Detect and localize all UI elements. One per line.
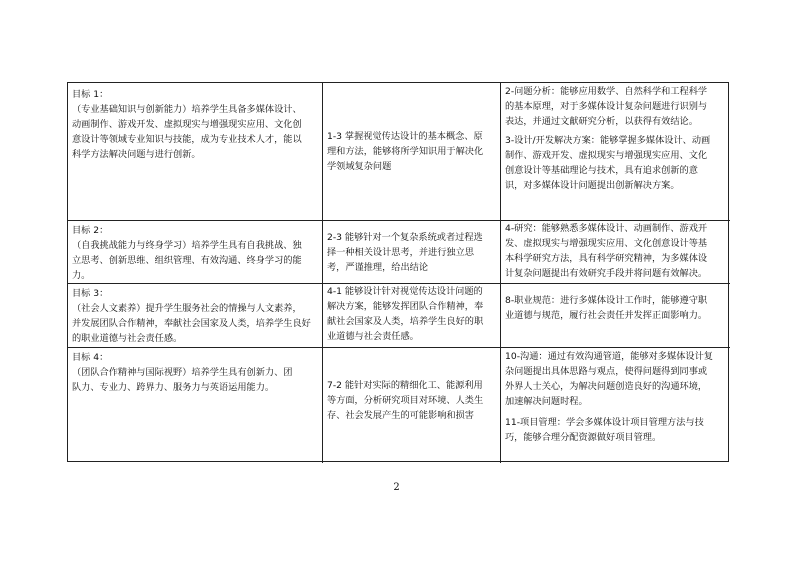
goal-cell-1	[68, 83, 323, 221]
requirement-text-line: 的基本原理，对于多媒体设计复杂问题进行识别与	[505, 101, 708, 112]
indicator-text-line: 考，严谨推理，给出结论	[327, 262, 429, 273]
requirement-text-line: 11-项目管理：学会多媒体设计项目管理方法与技	[505, 417, 704, 428]
requirement-text-line: 10-沟通：通过有效沟通管道，能够对多媒体设计复	[505, 351, 713, 362]
requirement-text-line: 发、虚拟现实与增强现实应用、文化创意设计等基	[505, 238, 708, 249]
goal-text-line: 力。	[72, 270, 91, 281]
indicator-text-line: 存、社会发展产生的可能影响和损害	[327, 410, 474, 421]
goal-title: 目标 2：	[72, 225, 109, 236]
goal-text-line: 并发展团队合作精神，奉献社会国家及人类，培养学生良好	[72, 318, 311, 329]
indicator-cell-3	[323, 284, 501, 348]
requirement-text-line: 业道德与规范，履行社会责任并发挥正面影响力。	[505, 310, 708, 321]
requirement-text-line: 制作、游戏开发、虚拟现实与增强现实应用、文化	[505, 150, 708, 161]
indicator-text-line: 7-2 能针对实际的精细化工、能源利用	[327, 380, 483, 391]
goal-text-line: （社会人文素养）提升学生服务社会的情操与人文素养，	[72, 303, 302, 314]
requirement-text-line: 巧，能够合理分配资源做好项目管理。	[505, 432, 662, 443]
requirement-text-line: 识，对多媒体设计问题提出创新解决方案。	[505, 180, 680, 191]
indicator-text-line: 等方面，分析研究项目对环境、人类生	[327, 395, 484, 406]
goal-title: 目标 3：	[72, 288, 109, 299]
page-number: 2	[393, 482, 400, 493]
requirement-text-line: 本科学研究方法，具有科学研究精神，为多媒体设	[505, 253, 708, 264]
goal-text-line: 科学方法解决问题与进行创新。	[72, 149, 201, 160]
requirement-cell-1	[501, 83, 730, 221]
indicator-text-line: 择一种相关设计思考，并进行独立思	[327, 247, 474, 258]
goal-text-line: （团队合作精神与国际视野）培养学生具有创新力、团	[72, 367, 293, 378]
requirement-text-line: 2-问题分析：能够应用数学、自然科学和工程科学	[505, 86, 708, 97]
goal-title: 目标 4：	[72, 352, 109, 363]
requirement-text-line: 4-研究：能够熟悉多媒体设计、动画制作、游戏开	[505, 223, 708, 234]
requirement-text-line: 3-设计/开发解决方案：能够掌握多媒体设计、动画	[505, 135, 711, 146]
goal-cell-4	[68, 348, 323, 463]
indicator-cell-2	[323, 221, 501, 284]
requirement-text-line: 杂问题提出具体思路与观点，使得问题得到同事或	[505, 366, 708, 377]
goal-text-line: 意设计等领域专业知识与技能，成为专业技术人才，能以	[72, 134, 302, 145]
requirement-text-line: 8-职业规范：进行多媒体设计工作时，能够遵守职	[505, 295, 708, 306]
goal-text-line: 队力、专业力、跨界力、服务力与英语运用能力。	[72, 382, 275, 393]
goal-text-line: 立思考、创新思维、组织管理、有效沟通、终身学习的能	[72, 255, 302, 266]
requirement-text-line: 创意设计等基础理论与技术，具有追求创新的意	[505, 165, 698, 176]
indicator-text-line: 学领域复杂问题	[327, 161, 392, 172]
requirement-cell-4	[501, 348, 730, 463]
requirement-text-line: 外界人士关心，为解决问题创造良好的沟通环境，	[505, 381, 708, 392]
goal-text-line: 动画制作、游戏开发、虚拟现实与增强现实应用、文化创	[72, 119, 302, 130]
indicator-text-line: 业道德与社会责任感。	[327, 331, 419, 342]
indicator-text-line: 理和方法，能够将所学知识用于解决化	[327, 146, 484, 157]
indicator-text-line: 4-1 能够设计针对视觉传达设计问题的	[327, 286, 483, 297]
indicator-cell-4	[323, 348, 501, 463]
indicator-text-line: 解决方案，能够发挥团队合作精神，奉	[327, 301, 484, 312]
goals-table	[67, 82, 729, 462]
requirement-text-line: 加速解决问题时程。	[505, 396, 588, 407]
requirement-text-line: 表达，并通过文献研究分析，以获得有效结论。	[505, 116, 698, 127]
goal-text-line: （专业基础知识与创新能力）培养学生具备多媒体设计、	[72, 104, 302, 115]
goal-cell-3	[68, 284, 323, 348]
goal-text-line: 的职业道德与社会责任感。	[72, 333, 183, 344]
indicator-cell-1	[323, 83, 501, 221]
requirement-cell-3	[501, 284, 730, 348]
indicator-text-line: 献社会国家及人类，培养学生良好的职	[327, 316, 484, 327]
indicator-text-line: 2-3 能够针对一个复杂系统或者过程选	[327, 232, 483, 243]
goal-text-line: （自我挑战能力与终身学习）培养学生具有自我挑战、独	[72, 240, 302, 251]
requirement-cell-2	[501, 221, 730, 284]
goal-cell-2	[68, 221, 323, 284]
indicator-text-line: 1-3 掌握视觉传达设计的基本概念、原	[327, 131, 483, 142]
requirement-text-line: 计复杂问题提出有效研究手段并将问题有效解决。	[505, 268, 708, 279]
goal-title: 目标 1：	[72, 89, 109, 100]
